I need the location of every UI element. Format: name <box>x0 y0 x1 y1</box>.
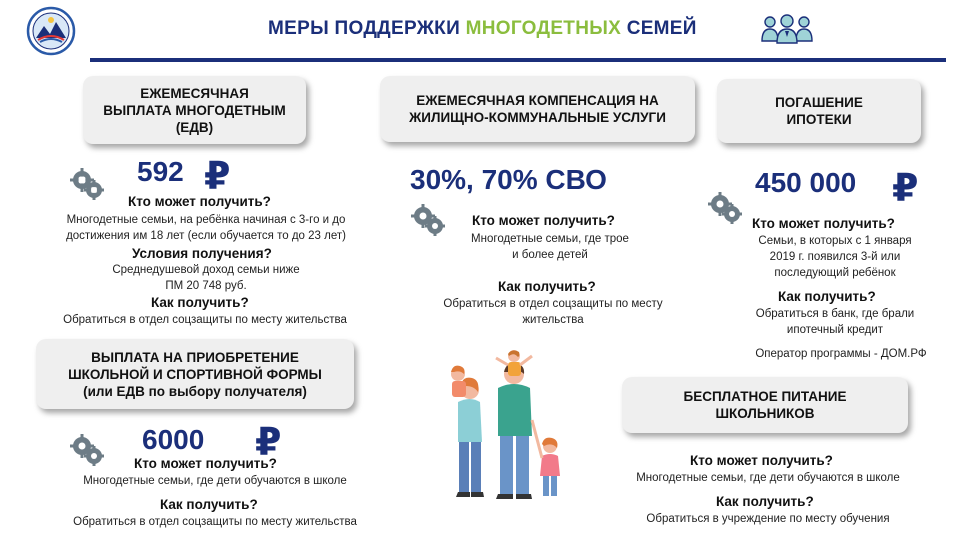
housing-how-question: Как получить? <box>498 279 596 294</box>
edv-card: ЕЖЕМЕСЯЧНАЯ ВЫПЛАТА МНОГОДЕТНЫМ (ЕДВ) <box>83 76 306 144</box>
housing-who-question: Кто может получить? <box>472 213 615 228</box>
meals-who-answer: Многодетные семьи, где дети обучаются в школе <box>636 472 900 484</box>
meals-card: БЕСПЛАТНОЕ ПИТАНИЕ ШКОЛЬНИКОВ <box>622 377 908 433</box>
housing-who-answer: Многодетные семьи, где трое и более детей <box>471 233 629 261</box>
gears-icon <box>411 204 445 238</box>
mortgage-operator: Оператор программы - ДОМ.РФ <box>755 348 927 360</box>
edv-amount: 592 <box>137 156 184 187</box>
mortgage-how-answer: Обратиться в банк, где брали ипотечный кредит <box>755 308 915 336</box>
housing-card: ЕЖЕМЕСЯЧНАЯ КОМПЕНСАЦИЯ НА ЖИЛИЩНО-КОММУНАЛЬНЫЕ УСЛУГИ <box>380 76 695 142</box>
uniform-who-question: Кто может получить? <box>134 456 277 471</box>
page-title: МЕРЫ ПОДДЕРЖКИ МНОГОДЕТНЫХ СЕМЕЙ <box>268 18 697 39</box>
mortgage-who-question: Кто может получить? <box>752 216 895 231</box>
mortgage-how-question: Как получить? <box>778 289 876 304</box>
family-illustration <box>428 350 578 502</box>
edv-condition-question: Условия получения? <box>132 246 272 261</box>
gears-icon <box>708 192 742 226</box>
mortgage-currency: ₽ <box>892 168 919 210</box>
meals-how-answer: Обратиться в учреждение по месту обучения <box>646 513 890 525</box>
edv-condition-answer: Среднедушевой доход семьи ниже ПМ 20 748 руб. <box>112 264 300 292</box>
people-group-icon <box>760 13 814 45</box>
edv-how-answer: Обратиться в отдел соцзащиты по месту жительства <box>63 314 347 326</box>
header-divider <box>90 58 946 62</box>
edv-currency: ₽ <box>204 156 231 198</box>
mortgage-who-answer: Семьи, в которых с 1 января 2019 г. появился 3-й или последующий ребёнок <box>758 235 912 279</box>
uniform-who-answer: Многодетные семьи, где дети обучаются в школе <box>83 475 347 487</box>
edv-how-question: Как получить? <box>151 295 249 310</box>
uniform-how-answer: Обратиться в отдел соцзащиты по месту жительства <box>73 516 357 528</box>
emblem-logo-icon <box>26 6 76 56</box>
uniform-card: ВЫПЛАТА НА ПРИОБРЕТЕНИЕ ШКОЛЬНОЙ И СПОРТИВНОЙ ФОРМЫ (или ЕДВ по выбору получателя) <box>36 339 354 409</box>
uniform-amount: 6000 <box>142 424 205 455</box>
edv-who-answer: Многодетные семьи, на ребёнка начиная с 3-го и до достижения им 18 лет (если обучается то до 23 лет) <box>66 214 346 242</box>
meals-how-question: Как получить? <box>716 494 814 509</box>
gears-icon <box>70 168 104 202</box>
housing-amount: 30%, 70% СВО <box>410 164 607 195</box>
gears-icon <box>70 434 104 468</box>
uniform-currency: ₽ <box>255 422 282 464</box>
uniform-how-question: Как получить? <box>160 497 258 512</box>
meals-who-question: Кто может получить? <box>690 453 833 468</box>
mortgage-card: ПОГАШЕНИЕ ИПОТЕКИ <box>717 79 921 143</box>
edv-who-question: Кто может получить? <box>128 194 271 209</box>
housing-how-answer: Обратиться в отдел соцзащиты по месту жительства <box>443 298 663 326</box>
mortgage-amount: 450 000 <box>755 167 857 198</box>
